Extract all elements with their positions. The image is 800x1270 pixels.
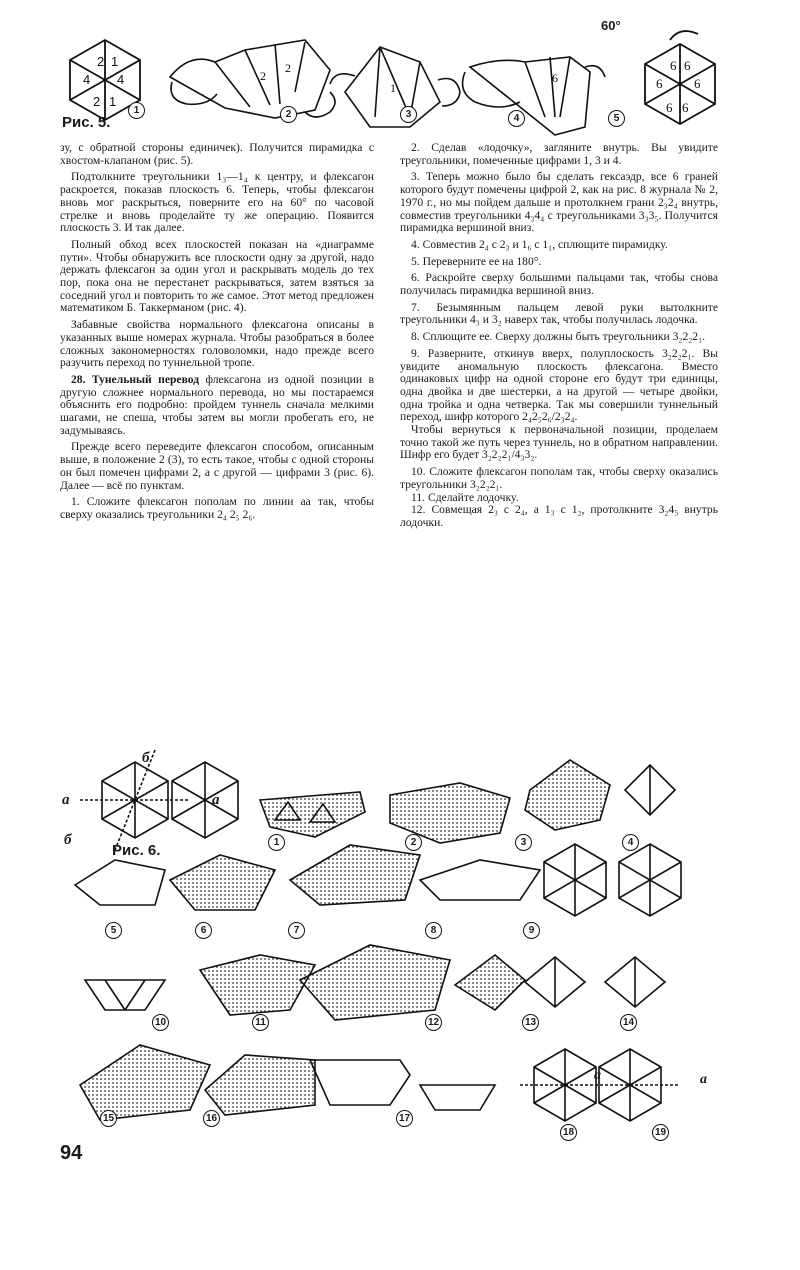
svg-text:6: 6 [682, 100, 689, 115]
fig6-row2-drawings [75, 844, 681, 916]
right-paragraph-3: 4. Совместив 2₄ с 2₃ и 1₆ с 1₁, сплющите пирамидку. [411, 237, 668, 251]
fig5-hands-4 [463, 57, 605, 135]
fig6-label-a-right: а [212, 792, 220, 808]
fig6-row4-drawings [80, 1045, 680, 1121]
fig6-row3-drawings [85, 945, 665, 1020]
fig5-number-1: 1 [128, 102, 145, 119]
svg-text:2: 2 [260, 69, 266, 83]
right-paragraph-11: 11. Сделайте лодочку. [411, 490, 519, 504]
fig6-number-6: 6 [195, 922, 212, 939]
svg-text:6: 6 [552, 71, 558, 85]
right-column [400, 142, 718, 530]
fig6-number-3: 3 [515, 834, 532, 851]
fig5-hexagon-5 [645, 31, 715, 124]
figure-6-drawings [60, 750, 720, 1170]
fig6-step1-drawing [260, 792, 365, 837]
left-column [60, 142, 374, 522]
figure-6 [60, 750, 720, 1170]
left-paragraph-6: 1. Сложите флексагон пополам по линии аа так, чтобы сверху оказались треугольники 2₄ 2₅ 2₆. [60, 495, 374, 521]
fig6-number-17: 17 [396, 1110, 413, 1127]
fig6-number-16: 16 [203, 1110, 220, 1127]
page-number: 94 [60, 1142, 83, 1164]
fig6-number-7: 7 [288, 922, 305, 939]
fig6-label-b-bottom: б [64, 832, 72, 848]
svg-text:6: 6 [684, 58, 691, 73]
fig6-number-12: 12 [425, 1014, 442, 1031]
right-paragraph-4: 5. Переверните ее на 180°. [411, 254, 542, 268]
fig6-number-8: 8 [425, 922, 442, 939]
fig6-number-9: 9 [523, 922, 540, 939]
svg-text:1: 1 [109, 94, 117, 109]
fig6-number-2: 2 [405, 834, 422, 851]
fig6-label-b-top: б [142, 750, 150, 766]
right-paragraph-7: 8. Сплющите ее. Сверху должны быть треугольники 3₂2₂2₁. [411, 330, 706, 344]
fig6-number-11: 11 [252, 1014, 269, 1031]
fig5-pyramid-3 [330, 47, 460, 127]
left-paragraph-3: Полный обход всех плоскостей показан на «диаграмме пути». Чтобы обнаружить все плоскости одну за другой, надо держать флексагон за один угол и раскрывать модель до тех пор, пока она не перестанет раскрываться, затем взяться за соседний угол и повторить то же самое. Этот метод предложен математиком Б. Таккерманом (рис. 4). [60, 237, 374, 315]
fig6-step2-drawing [390, 783, 510, 843]
right-paragraph-10: 10. Сложите флексагон пополам так, чтобы сверху оказались треугольники 3₂2₂2₁. [400, 465, 718, 491]
fig6-number-15: 15 [100, 1110, 117, 1127]
svg-text:6: 6 [656, 76, 663, 91]
fig6-number-14: 14 [620, 1014, 637, 1031]
fig6-number-4: 4 [622, 834, 639, 851]
fig6-number-10: 10 [152, 1014, 169, 1031]
fig6-number-18: 18 [560, 1124, 577, 1141]
svg-text:2: 2 [93, 94, 101, 109]
fig5-number-3: 3 [400, 106, 417, 123]
svg-text:6: 6 [666, 100, 673, 115]
svg-text:1: 1 [111, 54, 119, 69]
right-paragraph-1: 2. Сделав «лодочку», загляните внутрь. Вы увидите треугольники, помеченные цифрами 1, 3 и 4. [400, 141, 718, 167]
fig6-axis-label-left: а [594, 1068, 601, 1083]
fig5-folding-2 [170, 40, 335, 118]
right-paragraph-8: 9. Разверните, откинув вверх, полуплоскость 3₂2₂2₁. Вы увидите аномальную плоскость флексагона. Вместо одинаковых цифр на одной стороне его будут три единицы, одна двойка и две шестерки, а на другой — четыре двойки, одна тройка и одна четверка. Так мы совершили туннельный переход, шифр которого 2₄2₅2₆/2₃2₄. [400, 346, 718, 424]
right-paragraph-5: 6. Раскройте сверху большими пальцами так, чтобы снова получилась пирамидка вершиной вниз. [400, 271, 718, 298]
svg-text:2: 2 [97, 54, 105, 69]
fig6-number-5: 5 [105, 922, 122, 939]
section-title: 28. Тунельный перевод [71, 372, 200, 386]
fig6-label-a-left: а [62, 792, 70, 808]
figure-5 [60, 18, 760, 140]
fig5-angle-label: 60° [601, 18, 621, 33]
fig6-number-1: 1 [268, 834, 285, 851]
fig5-number-2: 2 [280, 106, 297, 123]
fig5-number-5: 5 [608, 110, 625, 127]
section-paragraph [60, 374, 374, 438]
figure-5-caption: Рис. 5. [62, 114, 111, 131]
right-paragraph-6: 7. Безымянным пальцем левой руки вытолкните треугольники 4₃ и 3₂ наверх так, чтобы получилась лодочка. [400, 300, 718, 327]
fig6-number-19: 19 [652, 1124, 669, 1141]
left-paragraph-5: Прежде всего переведите флексагон способом, описанным выше, в положение 2 (3), то есть такое, чтобы с одной стороны он был помечен цифрами 2, а с другой — цифрами 3 (рис. 6). Далее — всё по пунктам. [60, 440, 374, 492]
left-paragraph-1: зу, с обратной стороны единичек). Получится пирамидка с хвостом-клапаном (рис. 5). [60, 141, 374, 167]
figure-6-caption: Рис. 6. [112, 842, 161, 859]
svg-text:2: 2 [285, 61, 291, 75]
left-paragraph-4: Забавные свойства нормального флексагона описаны в указанных выше номерах журнала. Чтобы разобраться в более сложных закономерностях головоломки, надо прежде всего разучить переход по туннельной тропе. [60, 318, 374, 370]
svg-text:4: 4 [117, 72, 125, 87]
right-paragraph-2: 3. Теперь можно было бы сделать гексаэдр, все 6 граней которого будут помечены цифрой 2, как на рис. 8 журнала № 2, 1970 г., но мы пойдем дальше и протолкнем грани 2₃2₄ внутрь, совместив треугольники 4₃4₄ с треугольниками 3₃3₅. Получится пирамидка вершиной вниз. [400, 170, 718, 235]
fig5-number-4: 4 [508, 110, 525, 127]
fig6-number-13: 13 [522, 1014, 539, 1031]
fig6-step3-drawing [525, 760, 610, 830]
svg-text:1: 1 [390, 81, 396, 95]
svg-text:4: 4 [83, 72, 91, 87]
svg-text:6: 6 [670, 58, 677, 73]
svg-text:6: 6 [694, 76, 701, 91]
fig6-axis-label-right: а [700, 1072, 707, 1087]
fig6-step4-drawing [625, 765, 675, 815]
section-text: флексагона из одной позиции в другую сложнее нормального перевода, но мы постараемся объяснить его подробно: пройдем туннель сначала мелкими шагами, не спеша, чтобы затем вы могли пробегать его, не задумываясь. [60, 372, 374, 437]
right-paragraph-9: Чтобы вернуться к первоначальной позиции, проделаем точно такой же путь через туннель, но в обратном направлении. Шифр его будет 3₂2₂2₁/4₃3₂. [400, 423, 718, 462]
left-paragraph-2: Подтолкните треугольники 1₃—1₄ к центру, и флексагон раскроется, показав плоскость 6. Теперь, чтобы флексагон вновь мог раскрыться, поверните его на 60° по часовой стрелке и вновь проделайте ту же операцию. Появится плоскость 3. И так далее. [60, 170, 374, 235]
right-paragraph-12: 12. Совмещая 2₃ с 2₄, а 1₃ с 1₂, протолкните 3₂4₅ внутрь лодочки. [400, 503, 718, 529]
